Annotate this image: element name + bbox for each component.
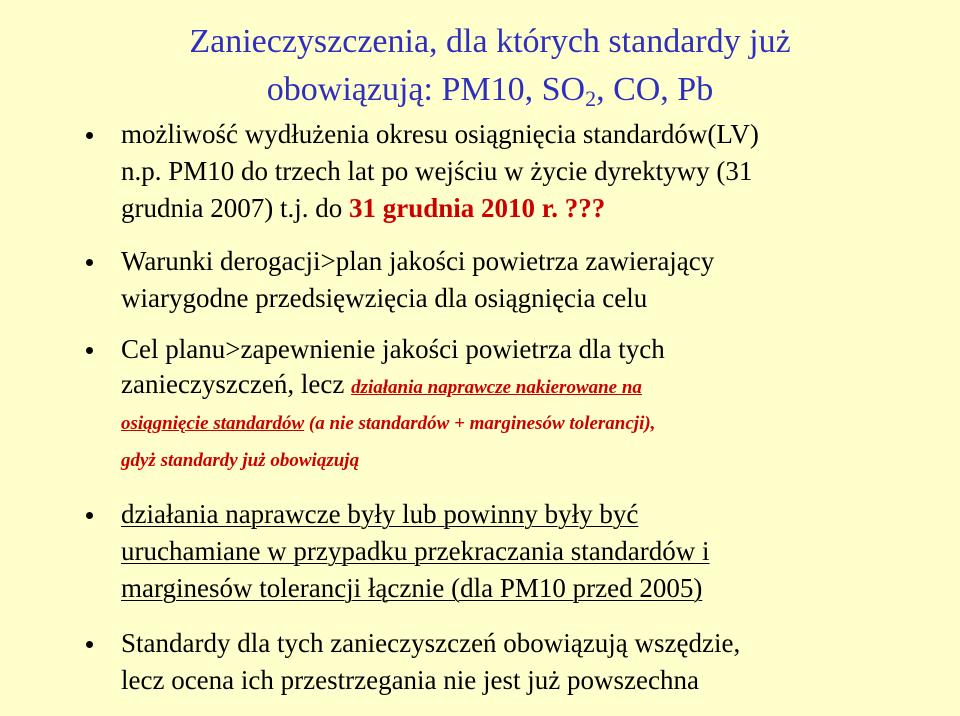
bullet-text: działania naprawcze były lub powinny były być	[121, 499, 639, 529]
bullet-text: n.p. PM10 do trzech lat po wejściu w życie dyrektywy (31	[121, 156, 753, 186]
bullet-extension	[0, 116, 960, 227]
title-line-2-suffix: , CO, Pb	[596, 71, 714, 108]
bullet-remedial-actions	[0, 496, 960, 607]
bullet-dot-icon	[86, 259, 93, 266]
bullet-text: marginesów tolerancji łącznie (dla PM10 przed 2005)	[121, 573, 703, 603]
emphasis-text: gdyż standardy już obowiązują	[121, 450, 360, 471]
deadline-highlight: 31 grudnia 2010 r. ???	[348, 193, 606, 223]
bullet-list	[0, 116, 960, 699]
bullet-text: możliwość wydłużenia okresu osiągnięcia standardów(LV)	[121, 119, 759, 149]
emphasis-text: (a nie standardów + marginesów tolerancji),	[304, 413, 656, 434]
bullet-standards-everywhere	[0, 625, 960, 699]
slide-title	[60, 18, 920, 114]
bullet-text: zanieczyszczeń, lecz	[121, 369, 352, 399]
bullet-dot-icon	[86, 512, 93, 519]
title-line-1: Zanieczyszczenia, dla których standardy już	[189, 23, 791, 60]
bullet-plan-goal	[0, 331, 960, 478]
bullet-text: uruchamiane w przypadku przekraczania standardów i	[121, 536, 710, 566]
bullet-text: Standardy dla tych zanieczyszczeń obowiązują wszędzie,	[121, 628, 741, 658]
bullet-text: lecz ocena ich przestrzegania nie jest już powszechna	[121, 665, 699, 695]
bullet-text: Cel planu>zapewnienie jakości powietrza dla tych	[121, 334, 665, 364]
bullet-text: grudnia 2007) t.j. do	[121, 193, 349, 223]
title-line-2-prefix: obowiązują: PM10, SO	[266, 71, 586, 108]
bullet-dot-icon	[86, 347, 93, 354]
emphasis-text: osiągnięcie standardów	[121, 413, 305, 434]
title-subscript: 2	[585, 86, 597, 111]
bullet-dot-icon	[86, 641, 93, 648]
bullet-text: wiarygodne przedsięwzięcia dla osiągnięcia celu	[121, 283, 648, 313]
emphasis-text: działania naprawcze nakierowane na	[351, 377, 642, 398]
bullet-derogation	[0, 243, 960, 317]
bullet-dot-icon	[86, 132, 93, 139]
bullet-text: Warunki derogacji>plan jakości powietrza zawierający	[121, 246, 715, 276]
